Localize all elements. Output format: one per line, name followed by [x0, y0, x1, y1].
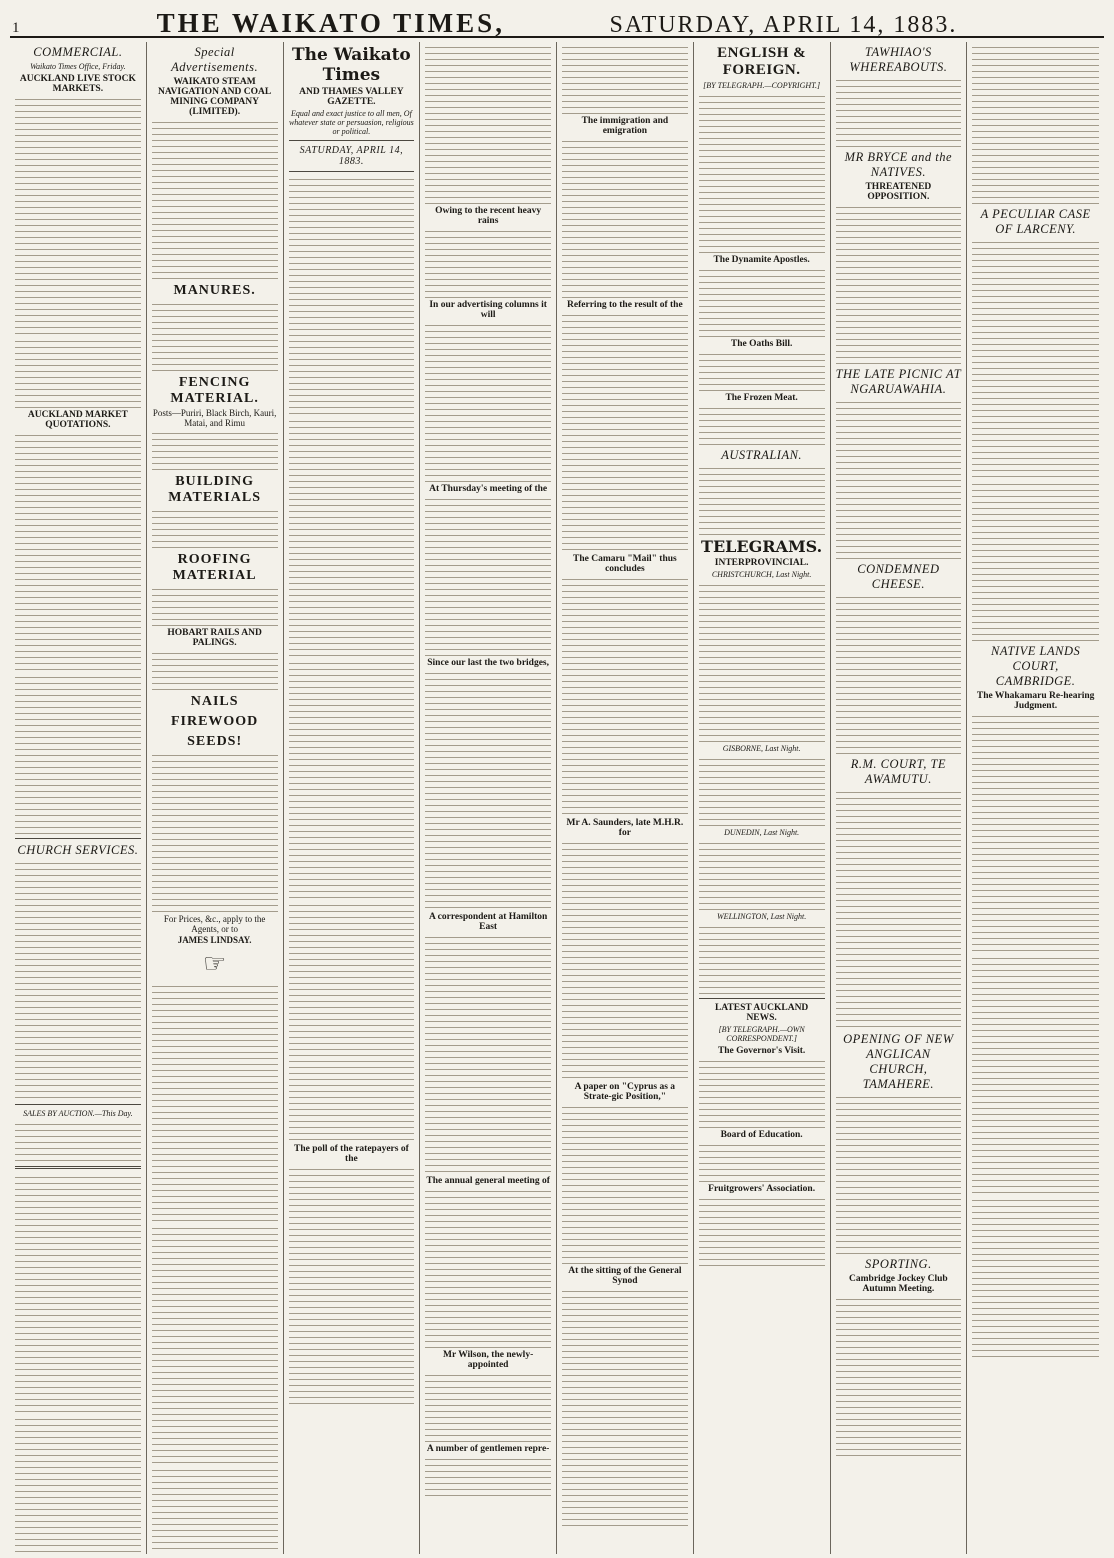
sporting-heading: SPORTING.	[865, 1257, 932, 1271]
text-block	[699, 465, 825, 535]
tawhiao-heading: TAWHIAO'S WHEREABOUTS.	[849, 45, 948, 74]
paragraph-lead: A number of gentlemen repre-	[426, 1444, 550, 1454]
ad-title: FIREWOOD	[170, 714, 259, 729]
text-block	[699, 267, 825, 337]
issue-date: SATURDAY, APRIL 14, 1883.	[609, 12, 958, 38]
masthead	[10, 8, 1104, 38]
telegrams-heading: TELEGRAMS.	[701, 537, 823, 556]
livestock-heading: AUCKLAND LIVE STOCK MARKETS.	[19, 74, 136, 94]
agent-line: For Prices, &c., apply to the Agents, or to	[163, 914, 266, 934]
ad-title: NAILS	[190, 694, 239, 709]
ad-title: HOBART RAILS AND PALINGS.	[167, 628, 262, 648]
text-block	[562, 1288, 688, 1528]
text-block	[152, 508, 278, 548]
paragraph-lead: Fruitgrowers' Association.	[708, 1184, 816, 1194]
column-editorial	[284, 42, 421, 1554]
foreign-subheading: [BY TELEGRAPH.—COPYRIGHT.]	[703, 81, 821, 90]
column-news-2	[557, 42, 694, 1554]
bryce-subheading: THREATENED OPPOSITION.	[865, 182, 932, 202]
dateline: DUNEDIN, Last Night.	[724, 828, 800, 837]
paragraph-lead: At Thursday's meeting of the	[429, 484, 548, 494]
paragraph-lead: The immigration and emigration	[581, 116, 669, 136]
text-block	[562, 138, 688, 298]
paragraph-lead: The poll of the ratepayers of the	[293, 1144, 409, 1164]
text-block	[699, 351, 825, 391]
text-block	[562, 44, 688, 114]
text-block	[15, 1416, 141, 1554]
paragraph-lead: Mr Wilson, the newly-appointed	[442, 1350, 534, 1370]
text-block	[836, 594, 962, 754]
text-block	[425, 934, 551, 1174]
text-block	[152, 1225, 278, 1465]
text-block	[15, 432, 141, 672]
text-block	[836, 77, 962, 147]
pointing-hand-icon: ☞	[202, 949, 227, 978]
ad-title: MANURES.	[173, 283, 256, 298]
text-block	[425, 496, 551, 656]
text-block	[562, 576, 688, 816]
column-district-news	[831, 42, 968, 1554]
court-heading: R.M. COURT, TE AWAMUTU.	[850, 757, 947, 786]
text-block	[972, 1197, 1099, 1357]
agent-name: JAMES LINDSAY.	[177, 935, 252, 945]
text-block	[152, 650, 278, 690]
commercial-heading: COMMERCIAL.	[33, 45, 123, 59]
text-block	[699, 924, 825, 994]
text-block	[699, 840, 825, 910]
paragraph-lead: The Frozen Meat.	[725, 393, 798, 403]
paragraph-lead: The Dynamite Apostles.	[713, 255, 810, 265]
text-block	[152, 983, 278, 1223]
text-block	[15, 338, 141, 408]
text-block	[699, 582, 825, 742]
text-block	[425, 44, 551, 204]
text-block	[972, 481, 1099, 641]
sporting-subheading: Cambridge Jockey Club Autumn Meeting.	[849, 1274, 948, 1294]
interprovincial-heading: INTERPROVINCIAL.	[714, 558, 809, 568]
australian-heading: AUSTRALIAN.	[721, 448, 803, 462]
cheese-heading: CONDEMNED CHEESE.	[857, 562, 940, 591]
text-block	[152, 1467, 278, 1554]
paragraph-lead: A correspondent at Hamilton East	[428, 912, 548, 932]
text-block	[15, 860, 141, 1100]
text-block	[289, 418, 415, 658]
text-block	[699, 1142, 825, 1182]
text-block	[972, 713, 1099, 953]
text-block	[972, 239, 1099, 479]
paragraph-lead: The annual general meeting of	[426, 1176, 550, 1186]
text-block	[15, 1174, 141, 1414]
page-number: 1	[12, 20, 20, 36]
picnic-heading: THE LATE PICNIC AT NGARUAWAHIA.	[835, 367, 962, 396]
church-opening-heading: OPENING OF NEW ANGLICAN CHURCH, TAMAHERE.	[843, 1032, 954, 1091]
text-block	[972, 44, 1099, 204]
editorial-masthead: The Waikato Times	[291, 45, 411, 85]
text-block	[562, 1104, 688, 1264]
text-block	[15, 674, 141, 834]
ad-title: WAIKATO STEAM NAVIGATION AND COAL MINING COMPANY (LIMITED).	[158, 77, 272, 117]
church-services-heading: CHURCH SERVICES.	[17, 843, 139, 857]
column-local-news	[420, 42, 557, 1554]
column-courts	[967, 42, 1104, 1554]
text-block	[562, 840, 688, 1080]
paragraph-lead: Mr A. Saunders, late M.H.R. for	[566, 818, 684, 838]
text-block	[152, 752, 278, 912]
text-block	[425, 670, 551, 910]
foreign-heading: ENGLISH & FOREIGN.	[717, 45, 807, 78]
dateline: GISBORNE, Last Night.	[722, 744, 801, 753]
text-block	[836, 399, 962, 559]
text-block	[152, 119, 278, 279]
text-block	[836, 1296, 962, 1456]
text-block	[289, 1166, 415, 1406]
text-block	[972, 955, 1099, 1195]
column-commercial	[10, 42, 147, 1554]
market-quotations-heading: AUCKLAND MARKET QUOTATIONS.	[27, 410, 128, 430]
text-block	[699, 405, 825, 445]
ad-title: SEEDS!	[187, 734, 243, 749]
text-block	[289, 902, 415, 1142]
paragraph-lead: Referring to the result of the	[567, 300, 683, 310]
larceny-heading: A PECULIAR CASE OF LARCENY.	[980, 207, 1091, 236]
text-block	[836, 204, 962, 364]
native-lands-subheading: The Whakamaru Re-hearing Judgment.	[976, 691, 1095, 711]
paragraph-lead: A paper on "Cyprus as a Strate-gic Position,"	[574, 1082, 676, 1102]
paragraph-lead: Owing to the recent heavy rains	[435, 206, 542, 226]
text-block	[425, 322, 551, 482]
paragraph-lead: In our advertising columns it will	[429, 300, 547, 320]
text-block	[425, 1188, 551, 1348]
ad-title: ROOFING MATERIAL	[172, 552, 257, 583]
text-block	[289, 660, 415, 900]
ad-line: Posts—Puriri, Black Birch, Kauri, Matai, and Rimu	[152, 408, 277, 428]
text-block	[562, 312, 688, 552]
text-block	[425, 1456, 551, 1496]
editorial-masthead-sub: AND THAMES VALLEY GAZETTE.	[299, 87, 404, 107]
sales-heading: SALES BY AUCTION.—This Day.	[23, 1109, 133, 1118]
text-block	[836, 789, 962, 1029]
dateline: WELLINGTON, Last Night.	[717, 912, 807, 921]
newspaper-title: THE WAIKATO TIMES,	[156, 8, 505, 38]
ad-title: BUILDING MATERIALS	[168, 474, 261, 505]
column-advertisements	[147, 42, 284, 1554]
paragraph-lead: The Camaru "Mail" thus concludes	[573, 554, 677, 574]
text-block	[699, 93, 825, 253]
text-block	[152, 301, 278, 371]
text-block	[425, 228, 551, 298]
text-block	[699, 1196, 825, 1266]
text-block	[699, 756, 825, 826]
ad-title: FENCING MATERIAL.	[170, 375, 259, 406]
latest-news-heading: LATEST AUCKLAND NEWS.	[714, 1003, 809, 1023]
motto: Equal and exact justice to all men, Of whatever state or persuasion, religious or political.	[288, 109, 414, 136]
dateline: CHRISTCHURCH, Last Night.	[711, 570, 812, 579]
text-block	[15, 1121, 141, 1161]
text-block	[425, 1372, 551, 1442]
text-block	[152, 586, 278, 626]
columns	[10, 42, 1104, 1554]
paragraph-lead: The Governor's Visit.	[717, 1046, 806, 1056]
text-block	[699, 1058, 825, 1128]
latest-news-subheading: [BY TELEGRAPH.—OWN CORRESPONDENT.]	[718, 1025, 805, 1043]
paragraph-lead: At the sitting of the General Synod	[568, 1266, 682, 1286]
text-block	[289, 176, 415, 416]
ads-heading: Special Advertisements.	[171, 45, 259, 74]
paragraph-lead: Board of Education.	[720, 1130, 803, 1140]
column-telegrams	[694, 42, 831, 1554]
paragraph-lead: The Oaths Bill.	[730, 339, 793, 349]
paragraph-lead: Since our last the two bridges,	[427, 658, 549, 668]
bryce-heading: MR BRYCE and the NATIVES.	[844, 150, 953, 179]
commercial-subheading: Waikato Times Office, Friday.	[30, 62, 126, 71]
text-block	[836, 1094, 962, 1254]
editorial-dateline: SATURDAY, APRIL 14, 1883.	[299, 145, 404, 167]
text-block	[152, 430, 278, 470]
text-block	[15, 96, 141, 336]
native-lands-heading: NATIVE LANDS COURT, CAMBRIDGE.	[991, 644, 1081, 688]
